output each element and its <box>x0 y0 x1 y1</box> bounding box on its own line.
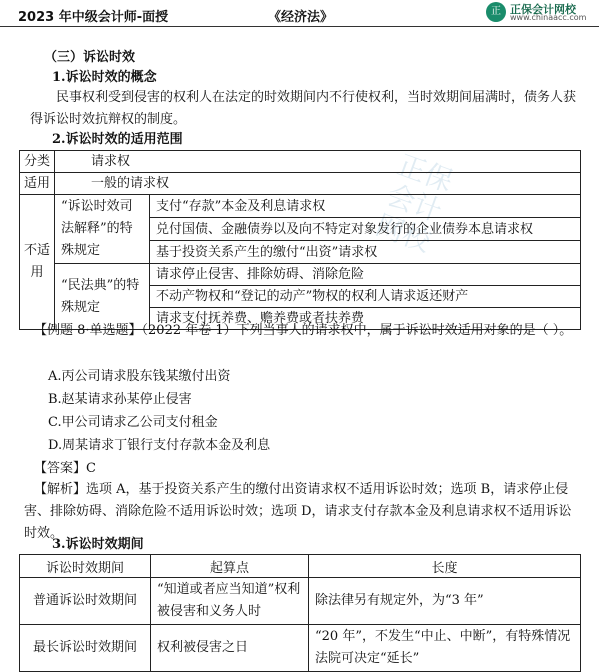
table-cell: 请求权 <box>55 151 581 173</box>
concept-paragraph: 民事权利受到侵害的权利人在法定的时效期间内不行使权利，当时效期间届满时，债务人获得诉讼时效抗辩权的制度。 <box>30 90 577 127</box>
scope-table <box>19 150 581 330</box>
table-row <box>20 625 581 672</box>
option-b: B.赵某请求孙某停止侵害 <box>48 392 192 407</box>
section-title: （三）诉讼时效 <box>44 50 136 65</box>
example-question: 【例题 8·单选题】（2022 年卷 1）下列当事人的请求权中，属于诉讼时效适用对象的是（ ）。 <box>34 323 573 338</box>
table-cell: 最长诉讼时效期间 <box>20 625 151 672</box>
analysis: 【解析】选项 A，基于投资关系产生的缴付出资请求权不适用诉讼时效；选项 B，请求停止侵害、排除妨碍、消除危险不适用诉讼时效；选项 D，请求支付存款本金及利息请求权不适用诉讼时效。 <box>24 482 572 541</box>
table-cell: 普通诉讼时效期间 <box>20 578 151 625</box>
heading-scope: 2.诉讼时效的适用范围 <box>52 132 183 147</box>
table-row <box>20 151 581 173</box>
table-cell: 适用 <box>20 173 55 195</box>
table-cell: 不适用 <box>20 195 55 330</box>
period-table <box>19 554 581 672</box>
table-cell: 请求停止侵害、排除妨碍、消除危险 <box>150 264 581 286</box>
option-c: C.甲公司请求乙公司支付租金 <box>48 415 218 430</box>
table-row <box>20 173 581 195</box>
table-cell: 不动产物权和“登记的动产”物权的权利人请求返还财产 <box>150 286 581 308</box>
table-header: 起算点 <box>151 555 309 578</box>
watermark: 正保会计网校 <box>371 148 458 259</box>
table-header: 诉讼时效期间 <box>20 555 151 578</box>
header-course: 2023 年中级会计师-面授 <box>18 10 169 25</box>
table-row <box>20 578 581 625</box>
table-cell: “知道或者应当知道”权利被侵害和义务人时 <box>151 578 309 625</box>
table-row <box>20 195 581 218</box>
table-cell: “20 年”，不发生“中止、中断”，有特殊情况法院可决定“延长” <box>309 625 581 672</box>
logo-icon: 正 <box>486 2 506 22</box>
table-cell: 一般的请求权 <box>55 173 581 195</box>
option-a: A.丙公司请求股东钱某缴付出资 <box>48 369 231 384</box>
logo-name: 正保会计网校 <box>510 3 576 16</box>
option-d: D.周某请求丁银行支付存款本金及利息 <box>48 438 271 453</box>
logo-url: www.chinaacc.com <box>510 13 587 22</box>
header-book: 《经济法》 <box>268 10 334 25</box>
table-cell: “民法典”的特殊规定 <box>55 264 150 330</box>
table-header-row <box>20 555 581 578</box>
answer: 【答案】C <box>34 461 96 476</box>
table-cell: 权利被侵害之日 <box>151 625 309 672</box>
table-header: 长度 <box>309 555 581 578</box>
brand-logo <box>484 0 599 25</box>
table-cell: 请求支付抚养费、赡养费或者扶养费 <box>150 308 581 330</box>
table-row <box>20 264 581 286</box>
table-cell: 兑付国债、金融债券以及向不特定对象发行的企业债券本息请求权 <box>150 218 581 241</box>
table-cell: 除法律另有规定外，为“3 年” <box>309 578 581 625</box>
table-cell: “诉讼时效司法解释”的特殊规定 <box>55 195 150 264</box>
heading-period: 3.诉讼时效期间 <box>52 537 144 552</box>
heading-concept: 1.诉讼时效的概念 <box>52 70 157 85</box>
page-header <box>0 0 599 27</box>
table-cell: 支付“存款”本金及利息请求权 <box>150 195 581 218</box>
table-cell: 基于投资关系产生的缴付“出资”请求权 <box>150 241 581 264</box>
table-cell: 分类 <box>20 151 55 173</box>
